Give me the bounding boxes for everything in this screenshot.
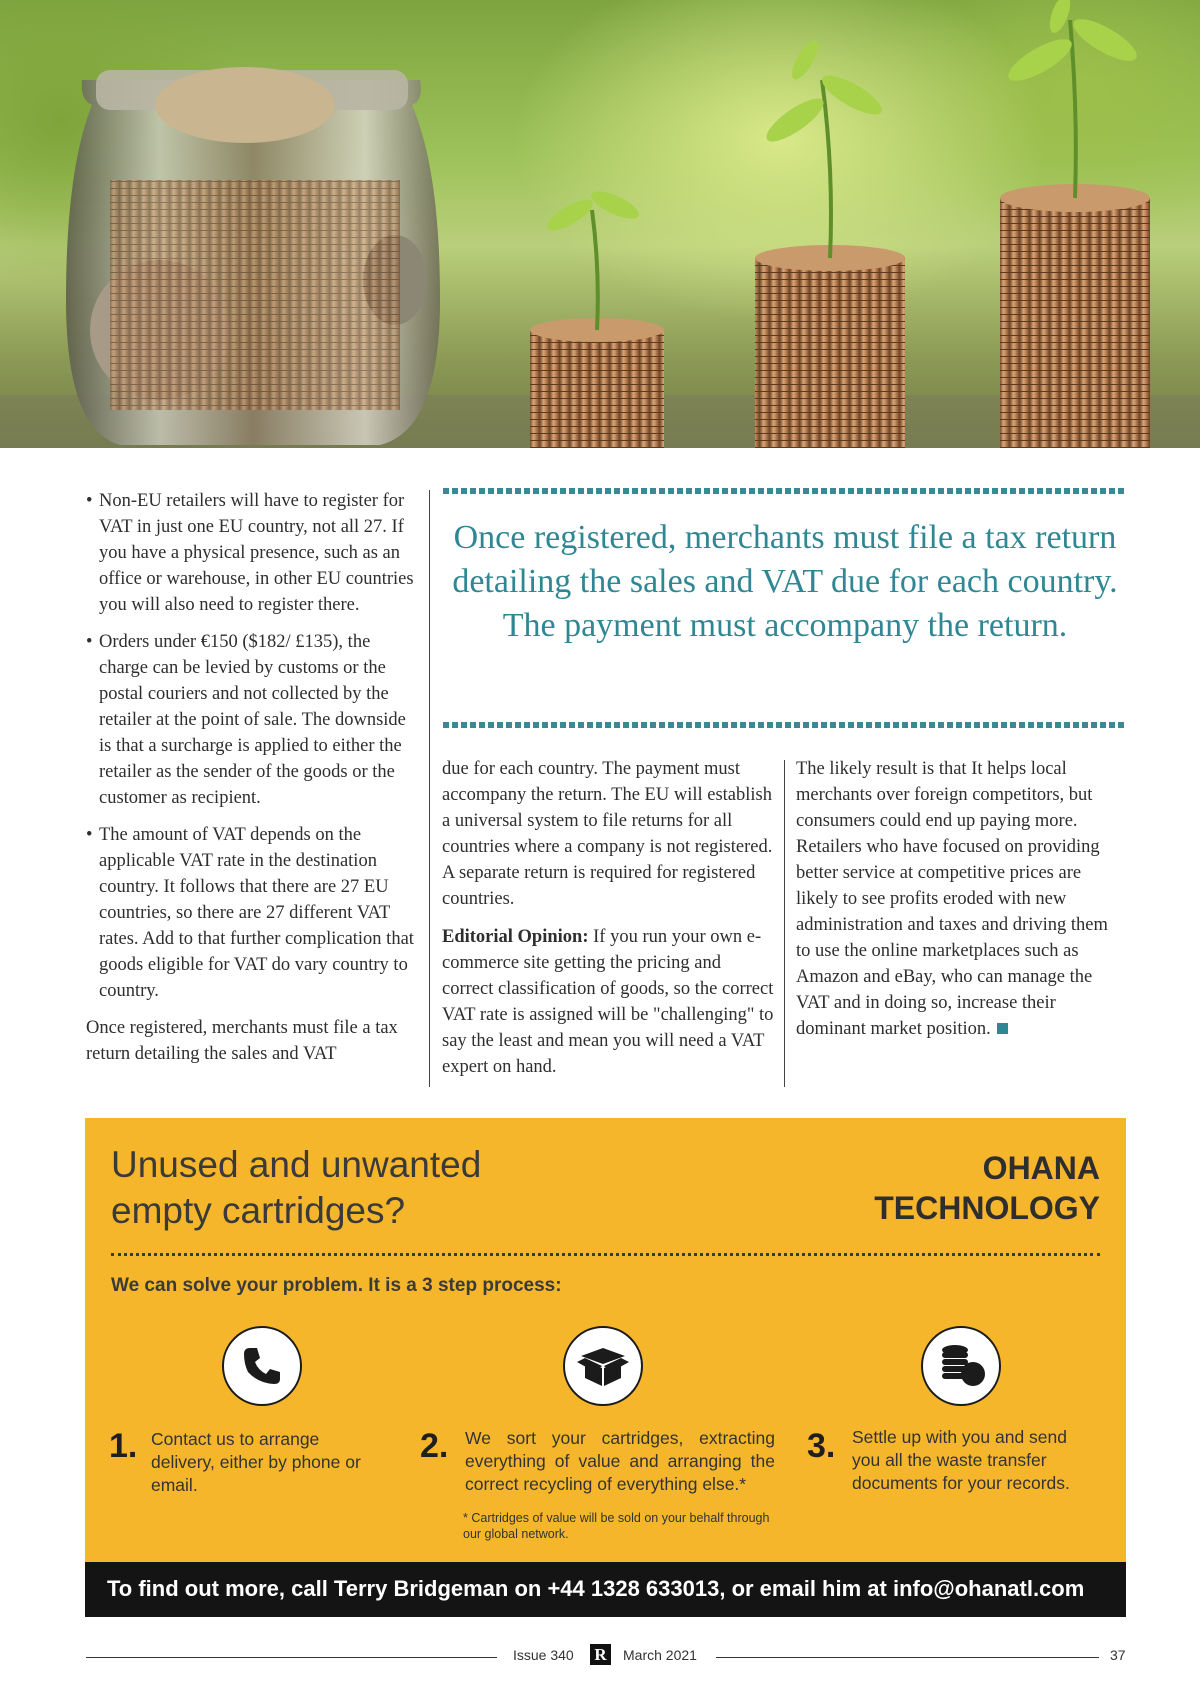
step-text: Settle up with you and send you all the waste transfer documents for your records. <box>852 1427 1070 1493</box>
step-text: We sort your cartridges, extracting everything of value and arranging the correct recycling of everything else.* <box>465 1428 775 1494</box>
advert-headline: Unused and unwanted empty cartridges? <box>111 1144 482 1231</box>
footer-date: March 2021 <box>623 1647 697 1663</box>
advert-footnote: * Cartridges of value will be sold on your behalf through our global network. <box>463 1511 770 1541</box>
list-item: • Orders under €150 ($182/ £135), the charge can be levied by customs or the postal couriers and not collected by the retailer at the point of sale. The downside is that a surcharge is applied to either the retailer as the sender of the goods or the customer as recipient. <box>86 629 420 811</box>
step-text: Contact us to arrange delivery, either by phone or email. <box>151 1429 361 1495</box>
coins-icon <box>921 1326 1001 1406</box>
list-item: • The amount of VAT depends on the applicable VAT rate in the destination country. It follows that there are 27 EU countries, so there are 27 different VAT rates. Add to that further complication that goods eligible for VAT do vary country to country. <box>86 822 420 1004</box>
footer-rule-right <box>716 1657 1099 1658</box>
page-number: 37 <box>1110 1647 1126 1663</box>
pull-quote-bottom-rule <box>443 722 1127 728</box>
advert-cta-bar <box>85 1562 1126 1617</box>
phone-icon <box>222 1326 302 1406</box>
pull-quote-top-rule <box>443 488 1127 494</box>
step-number: 1. <box>109 1427 138 1465</box>
hero-photo <box>0 0 1200 448</box>
step-number: 2. <box>420 1427 449 1465</box>
column-divider <box>784 760 785 1087</box>
footer-rule-left <box>86 1657 497 1658</box>
column3-paragraph-wrap <box>796 756 1116 1042</box>
pull-quote-text: Once registered, merchants must file a tax return detailing the sales and VAT due for each country. The payment must accompany the return. <box>452 519 1118 644</box>
bullet-marker: • <box>86 825 93 845</box>
bullet-list <box>86 488 420 1004</box>
editorial-opinion-text: If you run your own e-commerce site getting the pricing and correct classification of goods, so the correct VAT rate is assigned will be "challenging" to say the least and mean you will need a VAT expert on hand. <box>442 927 774 1077</box>
list-item: • Non-EU retailers will have to register for VAT in just one EU country, not all 27. If you have a physical presence, such as an office or warehouse, in other EU countries you will also need to register there. <box>86 488 420 618</box>
article-column-2 <box>442 756 775 1092</box>
bullet-marker: • <box>86 632 93 652</box>
pull-quote <box>443 488 1127 728</box>
column2-paragraph: due for each country. The payment must accompany the return. The EU will establish a universal system to file returns for all countries where a company is not registered. A separate return is required for registered countries. <box>442 759 773 909</box>
editorial-opinion-paragraph <box>442 924 775 1080</box>
advert-intro: We can solve your problem. It is a 3 step process: <box>111 1275 562 1296</box>
column-divider <box>429 490 430 1087</box>
advert-cta-text: To find out more, call Terry Bridgeman on +44 1328 633013, or email him at info@ohanatl.com <box>107 1576 1085 1601</box>
end-of-article-mark <box>997 1023 1008 1034</box>
open-box-icon <box>563 1326 643 1406</box>
advert-dotted-divider <box>111 1253 1100 1256</box>
article-column-1 <box>86 488 420 1079</box>
bullet-marker: • <box>86 491 93 511</box>
ohana-advert <box>85 1118 1126 1617</box>
column1-closing-paragraph: Once registered, merchants must file a tax return detailing the sales and VAT <box>86 1018 398 1064</box>
footer-issue: Issue 340 <box>513 1647 574 1663</box>
step-number: 3. <box>807 1427 836 1465</box>
column3-paragraph: The likely result is that It helps local merchants over foreign competitors, but consumers could end up paying more. Retailers who have focused on providing better service at competitive prices are likely to see profits eroded with new administration and taxes and driving them to use the online marketplaces such as Amazon and eBay, who can manage the VAT and in doing so, increase their dominant market position. <box>796 759 1108 1039</box>
magazine-logo: R <box>590 1644 611 1665</box>
editorial-opinion-label: Editorial Opinion: <box>442 927 589 947</box>
coin-jar-illustration <box>0 0 1200 448</box>
article-column-3 <box>796 756 1116 1054</box>
advert-brand: OHANA TECHNOLOGY <box>874 1150 1100 1226</box>
